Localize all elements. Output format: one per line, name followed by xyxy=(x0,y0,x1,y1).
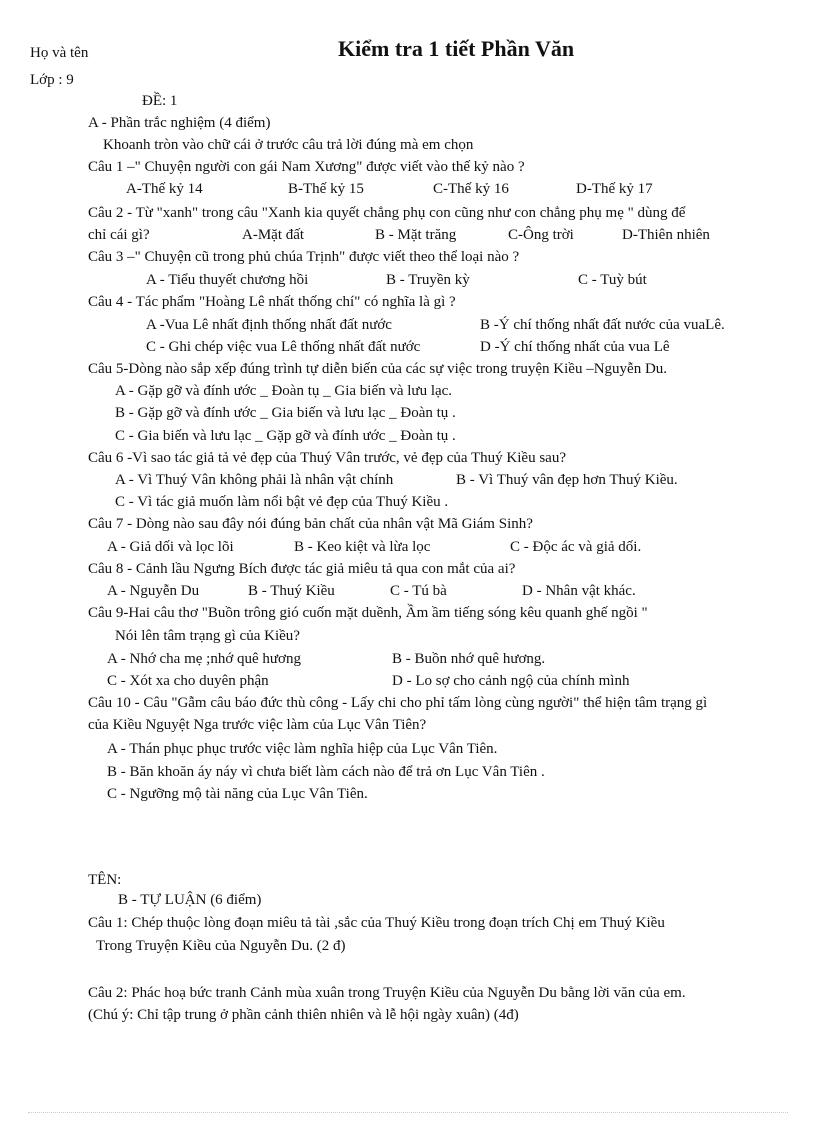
q4-option-d: D -Ý chí thống nhất của vua Lê xyxy=(480,339,670,355)
q1-option-b: B-Thế kỷ 15 xyxy=(288,181,364,197)
q1-option-c: C-Thế kỷ 16 xyxy=(433,181,509,197)
part-a-heading: A - Phần trắc nghiệm (4 điểm) xyxy=(88,115,271,131)
q9-option-a: A - Nhớ cha mẹ ;nhớ quê hương xyxy=(107,651,301,667)
essay-question-2-line1: Câu 2: Phác hoạ bức tranh Cảnh mùa xuân trong Truyện Kiều của Nguyễn Du bằng lời văn của em. xyxy=(88,985,686,1001)
part-a-instruction: Khoanh tròn vào chữ cái ở trước câu trả lời đúng mà em chọn xyxy=(103,137,474,153)
q8-option-b: B - Thuý Kiều xyxy=(248,583,335,599)
question-9-line1: Câu 9-Hai câu thơ "Buồn trông gió cuốn mặt duềnh, Ầm ầm tiếng sóng kêu quanh ghế ngồi " xyxy=(88,605,648,621)
question-6: Câu 6 -Vì sao tác giả tả vẻ đẹp của Thuý Vân trước, vẻ đẹp của Thuý Kiều sau? xyxy=(88,450,566,466)
q5-option-a: A - Gặp gỡ và đính ước _ Đoàn tụ _ Gia biến và lưu lạc. xyxy=(115,383,453,399)
question-7: Câu 7 - Dòng nào sau đây nói đúng bản chất của nhân vật Mã Giám Sinh? xyxy=(88,516,533,532)
q7-option-c: C - Độc ác và giả dối. xyxy=(510,539,642,555)
q5-option-c: C - Gia biến và lưu lạc _ Gặp gỡ và đính ước _ Đoàn tụ . xyxy=(115,428,456,444)
essay-question-2-line2: (Chú ý: Chỉ tập trung ở phần cảnh thiên nhiên và lễ hội ngày xuân) (4đ) xyxy=(88,1007,519,1023)
question-8: Câu 8 - Cảnh lầu Ngưng Bích được tác giả miêu tả qua con mắt của ai? xyxy=(88,561,516,577)
q6-option-c: C - Vì tác giả muốn làm nổi bật vẻ đẹp của Thuý Kiều . xyxy=(115,494,449,510)
question-4: Câu 4 - Tác phẩm "Hoàng Lê nhất thống chí" có nghĩa là gì ? xyxy=(88,294,456,310)
essay-question-1-line1: Câu 1: Chép thuộc lòng đoạn miêu tả tài ,sắc của Thuý Kiều trong đoạn trích Chị em Thuý Kiều xyxy=(88,915,665,931)
question-2-line1: Câu 2 - Từ "xanh" trong câu "Xanh kia quyết chẳng phụ con cũng như con chẳng phụ mẹ " dùng để xyxy=(88,205,686,221)
question-10-line1: Câu 10 - Câu "Gẫm câu báo đức thù công - Lấy chi cho phỉ tấm lòng cùng người" thể hiện tâm trạng gì xyxy=(88,695,708,711)
question-1: Câu 1 –" Chuyện người con gái Nam Xương" được viết vào thế kỷ nào ? xyxy=(88,159,525,175)
exam-code: ĐỀ: 1 xyxy=(142,93,178,109)
q6-option-b: B - Vì Thuý vân đẹp hơn Thuý Kiều. xyxy=(456,472,678,488)
q9-option-d: D - Lo sợ cho cảnh ngộ của chính mình xyxy=(392,673,630,689)
q3-option-b: B - Truyền kỳ xyxy=(386,272,470,288)
name-label: Họ và tên xyxy=(30,45,89,61)
q4-option-c: C - Ghi chép việc vua Lê thống nhất đất nước xyxy=(146,339,421,355)
q2-option-d: D-Thiên nhiên xyxy=(622,227,710,243)
q9-option-b: B - Buồn nhớ quê hương. xyxy=(392,651,546,667)
q5-option-b: B - Gặp gỡ và đính ước _ Gia biến và lưu lạc _ Đoàn tụ . xyxy=(115,405,456,421)
q1-option-d: D-Thế kỷ 17 xyxy=(576,181,653,197)
q2-option-a: A-Mặt đất xyxy=(242,227,305,243)
q8-option-a: A - Nguyễn Du xyxy=(107,583,200,599)
q10-option-a: A - Thán phục phục trước việc làm nghĩa hiệp của Lục Vân Tiên. xyxy=(107,741,498,757)
class-label: Lớp : 9 xyxy=(30,72,74,88)
q10-option-b: B - Băn khoăn áy náy vì chưa biết làm cách nào để trả ơn Lục Vân Tiên . xyxy=(107,764,545,780)
q8-option-c: C - Tú bà xyxy=(390,583,447,599)
question-3: Câu 3 –" Chuyện cũ trong phủ chúa Trịnh" được viết theo thể loại nào ? xyxy=(88,249,520,265)
q1-option-a: A-Thế kỷ 14 xyxy=(126,181,203,197)
q7-option-b: B - Keo kiệt và lừa lọc xyxy=(294,539,431,555)
q4-option-a: A -Vua Lê nhất định thống nhất đất nước xyxy=(146,317,392,333)
question-9-line2: Nói lên tâm trạng gì của Kiều? xyxy=(115,628,300,644)
q9-option-c: C - Xót xa cho duyên phận xyxy=(107,673,269,689)
q4-option-b: B -Ý chí thống nhất đất nước của vuaLê. xyxy=(480,317,725,333)
q10-option-c: C - Ngưỡng mộ tài năng của Lục Vân Tiên. xyxy=(107,786,368,802)
q8-option-d: D - Nhân vật khác. xyxy=(522,583,636,599)
q3-option-c: C - Tuỳ bút xyxy=(578,272,647,288)
part-b-name-label: TÊN: xyxy=(88,872,122,888)
question-2-line2: chỉ cái gì? xyxy=(88,227,150,243)
question-10-line2: của Kiều Nguyệt Nga trước việc làm của Lục Vân Tiên? xyxy=(88,717,427,733)
page-title: Kiểm tra 1 tiết Phần Văn xyxy=(338,36,575,61)
q2-option-b: B - Mặt trăng xyxy=(375,227,457,243)
q2-option-c: C-Ông trời xyxy=(508,227,574,243)
part-b-heading: B - TỰ LUẬN (6 điểm) xyxy=(118,892,262,908)
page-bottom-rule xyxy=(28,1112,788,1113)
question-5: Câu 5-Dòng nào sắp xếp đúng trình tự diễn biến của các sự việc trong truyện Kiều –Nguyễn Du. xyxy=(88,361,668,377)
q6-option-a: A - Vì Thuý Vân không phải là nhân vật chính xyxy=(115,472,394,488)
q7-option-a: A - Giả dối và lọc lõi xyxy=(107,539,234,555)
q3-option-a: A - Tiểu thuyết chương hồi xyxy=(146,272,309,288)
essay-question-1-line2: Trong Truyện Kiều của Nguyễn Du. (2 đ) xyxy=(96,938,346,954)
